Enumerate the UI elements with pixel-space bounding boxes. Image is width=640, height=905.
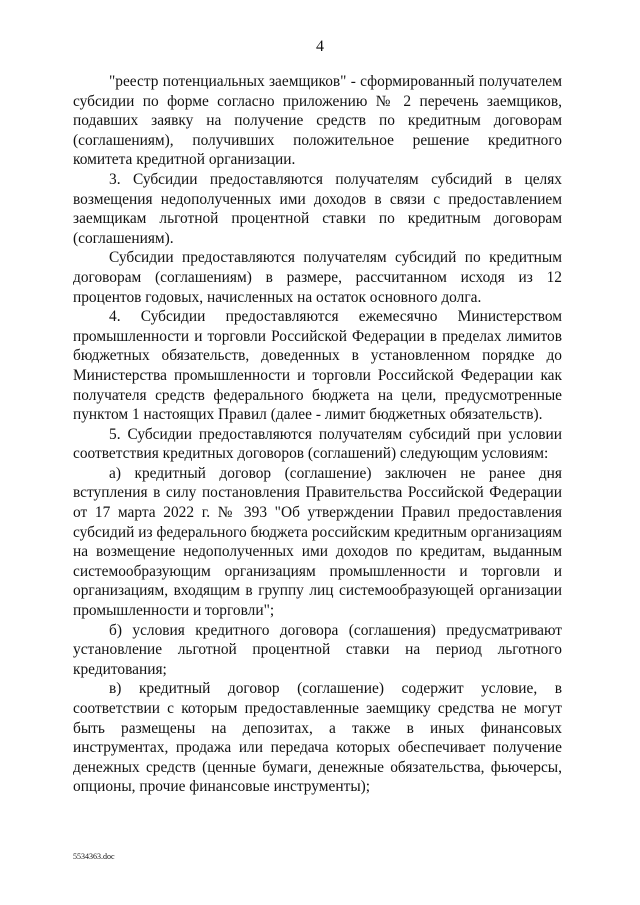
paragraph-potential-borrowers-registry: "реестр потенциальных заемщиков" - сформированный получателем субсидии по форме согласно приложению № 2 перечень заемщиков, подавших заявку на получение средств по кредитным договорам (соглашениям), получивших положительное решение кредитного комитета кредитной организации.: [73, 73, 562, 169]
page-number: 4: [316, 38, 324, 55]
paragraph-condition-b: б) условия кредитного договора (соглашения) предусматривают установление льготной процентной ставки на период льготного кредитования;: [73, 621, 562, 678]
paragraph-condition-a: а) кредитный договор (соглашение) заключен не ранее дня вступления в силу постановления Правительства Российской Федерации от 17 марта 2022 г. № 393 "Об утверждении Правил предоставления субсидий из федерального бюджета российским кредитным организациям на возмещение недополученных ими доходов по кредитам, выданным системообразующим организациям промышленности и торговли и организациям, входящим в группу лиц системообразующей организации промышленности и торговли";: [73, 464, 562, 620]
paragraph-clause-3: 3. Субсидии предоставляются получателям субсидий в целях возмещения недополученных ими доходов в связи с предоставлением заемщикам льготной процентной ставки по кредитным договорам (соглашениям).: [73, 170, 562, 247]
paragraph-condition-v: в) кредитный договор (соглашение) содержит условие, в соответствии с которым предоставленные заемщику средства не могут быть размещены на депозитах, а также в иных финансовых инструментах, продажа или передача которых обеспечивает получение денежных средств (ценные бумаги, денежные обязательства, фьючерсы, опционы, прочие финансовые инструменты);: [73, 680, 562, 796]
document-file-name: 5534363.doc: [73, 852, 115, 861]
document-body: [73, 72, 562, 797]
paragraph-clause-5: 5. Субсидии предоставляются получателям субсидий при условии соответствия кредитных договоров (соглашений) следующим условиям:: [73, 425, 562, 463]
paragraph-subsidy-rate: Субсидии предоставляются получателям субсидий по кредитным договорам (соглашениям) в размере, рассчитанном исходя из 12 процентов годовых, начисленных на остаток основного долга.: [73, 249, 562, 306]
paragraph-clause-4: 4. Субсидии предоставляются ежемесячно Министерством промышленности и торговли Российской Федерации в пределах лимитов бюджетных обязательств, доведенных в установленном порядке до Министерства промышленности и торговли Российской Федерации как получателя средств федерального бюджета на цели, предусмотренные пунктом 1 настоящих Правил (далее - лимит бюджетных обязательств).: [73, 308, 562, 424]
